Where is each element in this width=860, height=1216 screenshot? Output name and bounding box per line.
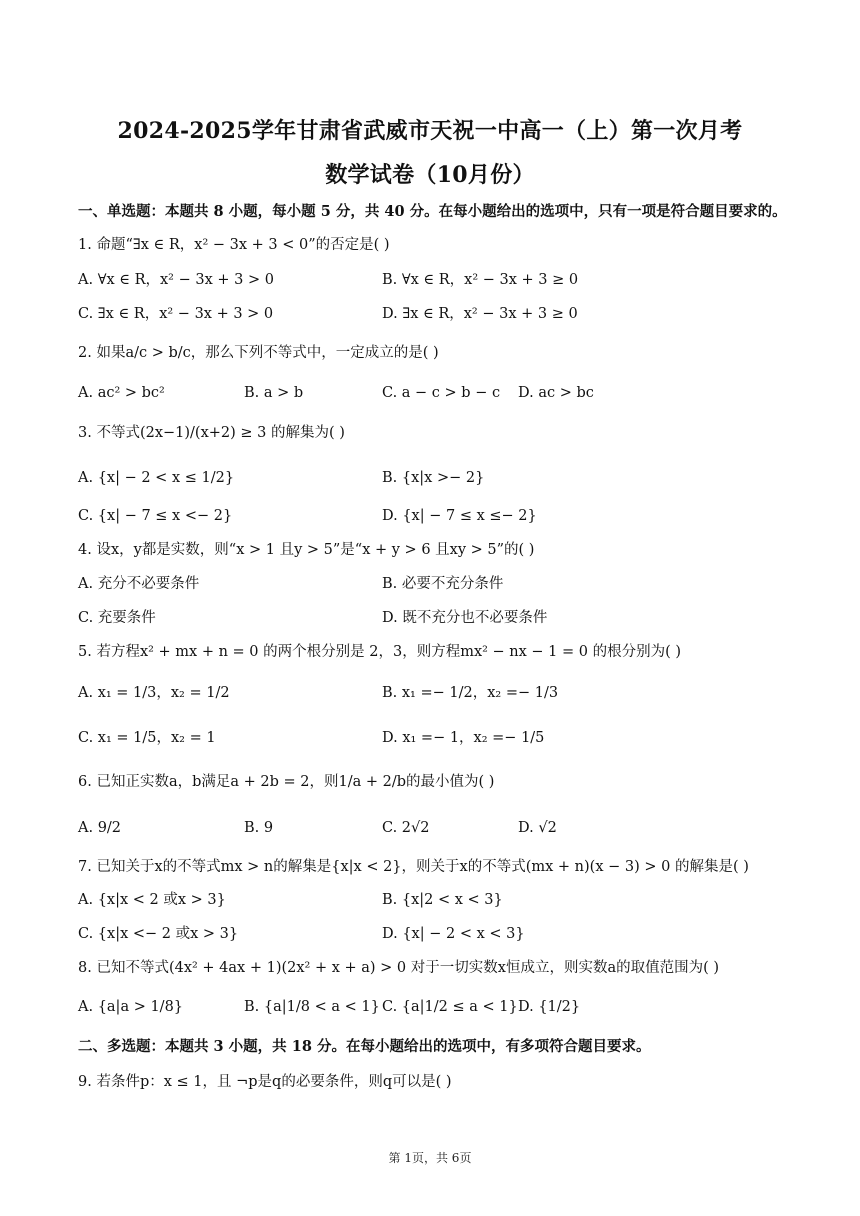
question-3-stem: 3. 不等式(2x−1)/(x+2) ≥ 3 的解集为( ) — [78, 425, 345, 441]
question-9-stem: 9. 若条件p：x ≤ 1，且 ¬p是q的必要条件，则q可以是( ) — [78, 1074, 452, 1090]
question-1-stem: 1. 命题“∃x ∈ R，x² − 3x + 3 < 0”的否定是( ) — [78, 237, 390, 253]
question-2-option-d: D. ac > bc — [518, 385, 594, 401]
question-3-option-b: B. {x|x >− 2} — [382, 470, 485, 486]
question-2-option-b: B. a > b — [244, 385, 304, 401]
question-8-option-b: B. {a|1/8 < a < 1} — [244, 999, 380, 1015]
question-4-option-a: A. 充分不必要条件 — [78, 576, 200, 592]
question-6-option-a: A. 9/2 — [78, 820, 122, 836]
section-1-heading: 一、单选题：本题共 8 小题，每小题 5 分，共 40 分。在每小题给出的选项中，只有一项是符合题目要求的。 — [78, 203, 787, 220]
question-2-option-a: A. ac² > bc² — [78, 385, 165, 401]
exam-title: 2024-2025学年甘肃省武威市天祝一中高一（上）第一次月考 — [117, 118, 743, 144]
question-7-option-d: D. {x| − 2 < x < 3} — [382, 926, 525, 942]
question-7-option-a: A. {x|x < 2 或x > 3} — [78, 892, 226, 908]
question-2-option-c: C. a − c > b − c — [382, 385, 501, 401]
question-1-option-a: A. ∀x ∈ R，x² − 3x + 3 > 0 — [78, 272, 274, 288]
question-4-option-d: D. 既不充分也不必要条件 — [382, 610, 548, 626]
question-6-stem: 6. 已知正实数a，b满足a + 2b = 2，则1/a + 2/b的最小值为( ) — [78, 774, 495, 790]
question-7-option-b: B. {x|2 < x < 3} — [382, 892, 503, 908]
question-5-option-d: D. x₁ =− 1，x₂ =− 1/5 — [382, 730, 545, 746]
question-5-option-a: A. x₁ = 1/3，x₂ = 1/2 — [78, 685, 230, 701]
question-6-option-d: D. √2 — [518, 820, 557, 836]
question-8-option-c: C. {a|1/2 ≤ a < 1} — [382, 999, 518, 1015]
question-8-stem: 8. 已知不等式(4x² + 4ax + 1)(2x² + x + a) > 0 对于一切实数x恒成立，则实数a的取值范围为( ) — [78, 960, 720, 976]
question-4-option-b: B. 必要不充分条件 — [382, 576, 504, 592]
question-1-option-b: B. ∀x ∈ R，x² − 3x + 3 ≥ 0 — [382, 272, 579, 288]
page-footer: 第 1页，共 6页 — [388, 1151, 472, 1165]
question-3-option-d: D. {x| − 7 ≤ x ≤− 2} — [382, 508, 537, 524]
question-5-option-b: B. x₁ =− 1/2，x₂ =− 1/3 — [382, 685, 559, 701]
question-6-option-b: B. 9 — [244, 820, 274, 836]
question-1-option-d: D. ∃x ∈ R，x² − 3x + 3 ≥ 0 — [382, 306, 578, 322]
question-7-stem: 7. 已知关于x的不等式mx > n的解集是{x|x < 2}，则关于x的不等式(mx + n)(x − 3) > 0 的解集是( ) — [78, 859, 749, 875]
question-4-stem: 4. 设x，y都是实数，则“x > 1 且y > 5”是“x + y > 6 且xy > 5”的( ) — [78, 542, 535, 558]
question-2-stem: 2. 如果a/c > b/c，那么下列不等式中，一定成立的是( ) — [78, 345, 439, 361]
question-5-stem: 5. 若方程x² + mx + n = 0 的两个根分别是 2，3，则方程mx² − nx − 1 = 0 的根分别为( ) — [78, 644, 682, 660]
question-8-option-d: D. {1/2} — [518, 999, 581, 1015]
question-8-option-a: A. {a|a > 1/8} — [78, 999, 184, 1015]
question-5-option-c: C. x₁ = 1/5，x₂ = 1 — [78, 730, 216, 746]
question-6-option-c: C. 2√2 — [382, 820, 430, 836]
section-2-heading: 二、多选题：本题共 3 小题，共 18 分。在每小题给出的选项中，有多项符合题目要求。 — [78, 1038, 651, 1055]
exam-subtitle: 数学试卷（10月份） — [325, 162, 535, 188]
question-3-option-c: C. {x| − 7 ≤ x <− 2} — [78, 508, 233, 524]
question-7-option-c: C. {x|x <− 2 或x > 3} — [78, 926, 239, 942]
question-4-option-c: C. 充要条件 — [78, 610, 156, 626]
question-1-option-c: C. ∃x ∈ R，x² − 3x + 3 > 0 — [78, 306, 274, 322]
question-3-option-a: A. {x| − 2 < x ≤ 1/2} — [78, 470, 235, 486]
